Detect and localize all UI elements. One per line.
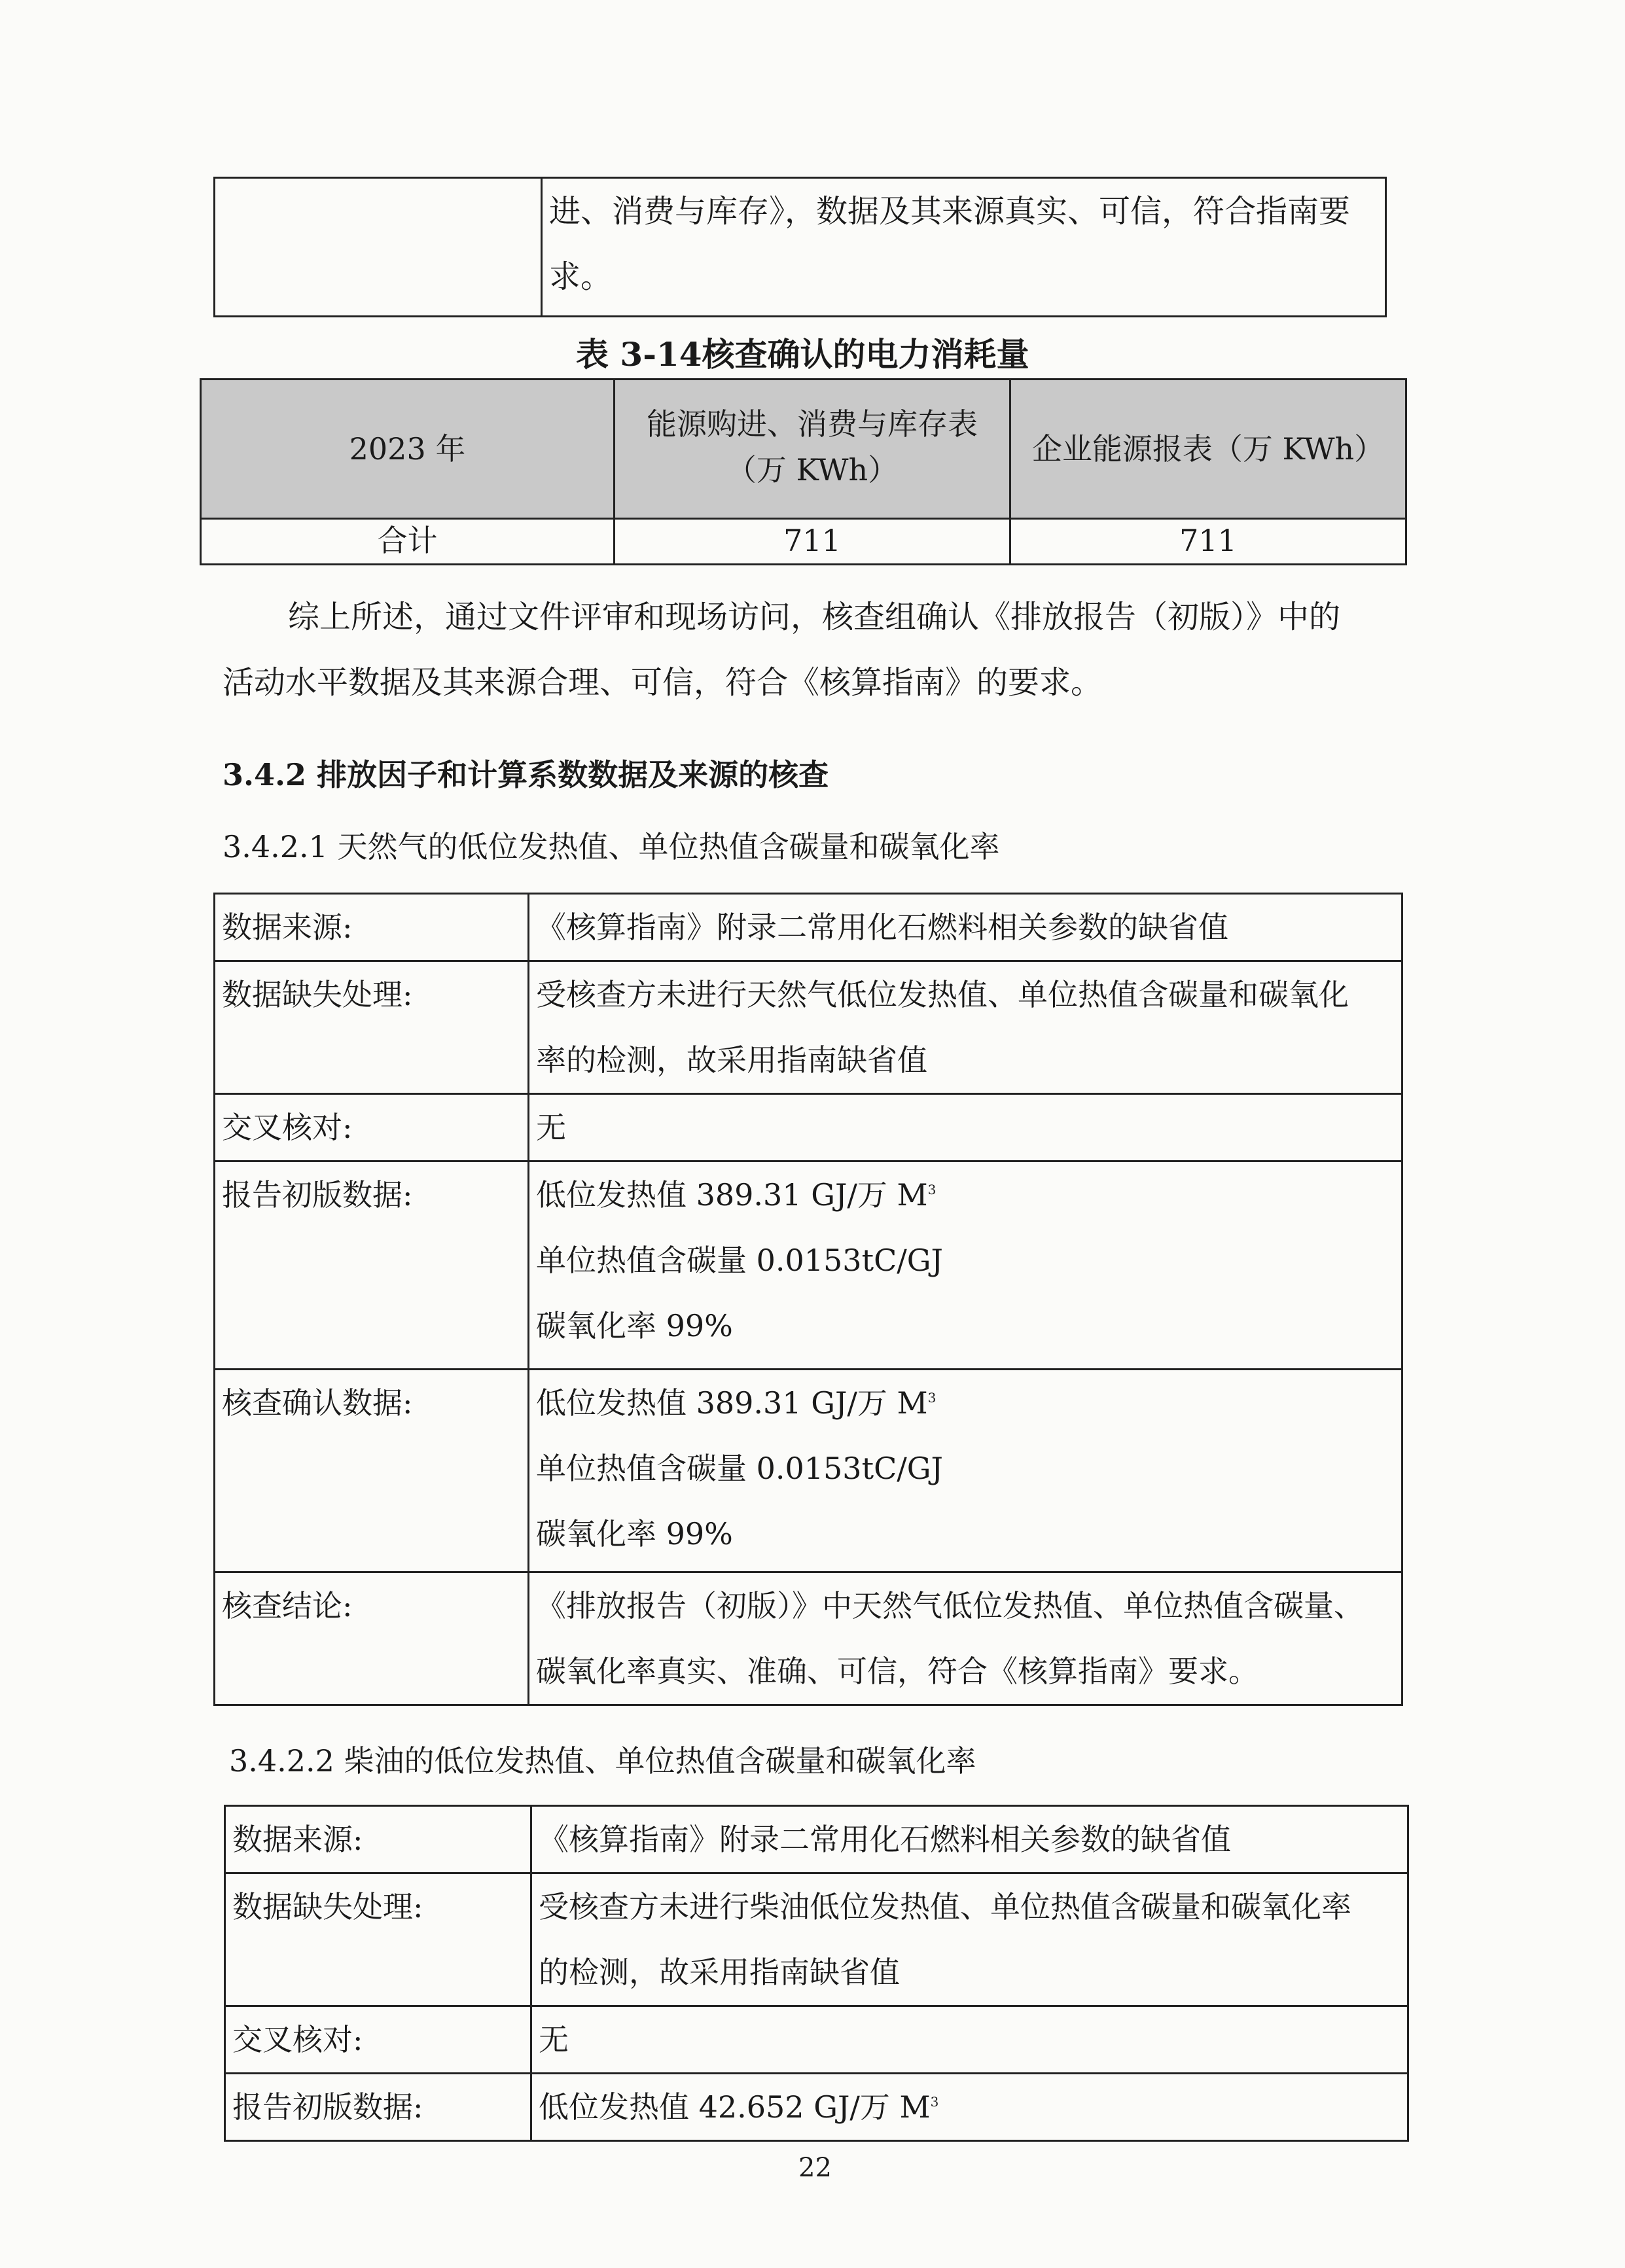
diesel-cross-value: 无	[531, 2006, 1408, 2074]
section-3-4-2-title: 3.4.2 排放因子和计算系数数据及来源的核查	[223, 757, 829, 792]
ng-report-line-3: 碳氧化率 99%	[536, 1308, 733, 1343]
diesel-missing-line-1: 受核查方未进行柴油低位发热值、单位热值含碳量和碳氧化率	[539, 1889, 1351, 1924]
ng-confirm-label: 核查确认数据:	[215, 1370, 529, 1572]
ng-confirm-line-3: 碳氧化率 99%	[536, 1516, 733, 1551]
carryover-left-cell	[215, 178, 542, 317]
ng-missing-value	[529, 961, 1402, 1094]
ng-conclusion-line-2: 碳氧化率真实、准确、可信，符合《核算指南》要求。	[536, 1654, 1259, 1689]
ng-conclusion-value	[529, 1572, 1402, 1705]
ng-report-sup: 3	[927, 1182, 937, 1197]
diesel-source-label: 数据来源:	[225, 1806, 531, 1873]
ng-report-label: 报告初版数据:	[215, 1161, 529, 1370]
power-consumption-table	[200, 378, 1407, 565]
summary-paragraph	[288, 584, 1340, 650]
ng-report-line-2: 单位热值含碳量 0.0153tC/GJ	[536, 1243, 943, 1278]
carryover-right-cell	[542, 178, 1386, 317]
row-total-label: 合计	[201, 519, 615, 565]
carryover-table	[213, 177, 1387, 317]
summary-paragraph-cont	[223, 650, 1102, 715]
ng-confirm-sup: 3	[927, 1390, 937, 1406]
header-energy-table-line1: 能源购进、消费与库存表	[647, 406, 978, 442]
ng-source-label: 数据来源:	[215, 894, 529, 961]
ng-cross-value: 无	[529, 1094, 1402, 1161]
page-number: 22	[798, 2153, 832, 2183]
ng-missing-line-1: 受核查方未进行天然气低位发热值、单位热值含碳量和碳氧化	[536, 977, 1349, 1012]
ng-report-line-1: 低位发热值 389.31 GJ/万 $M^3$	[536, 1177, 937, 1213]
ng-report-value	[529, 1161, 1402, 1370]
diesel-factor-table	[224, 1805, 1409, 2142]
ng-conclusion-line-1: 《排放报告（初版）》中天然气低位发热值、单位热值含碳量、	[536, 1588, 1364, 1623]
ng-confirm-line-1: 低位发热值 389.31 GJ/万 $M^3$	[536, 1385, 937, 1421]
header-energy-table-line2: （万 KWh）	[726, 452, 899, 487]
diesel-report-value: 低位发热值 42.652 GJ/万 $M^3$	[531, 2074, 1408, 2141]
header-enterprise-report: 企业能源报表（万 KWh）	[1010, 380, 1406, 519]
table-caption: 表 3-14核查确认的电力消耗量	[576, 335, 1029, 374]
ng-confirm-line-2: 单位热值含碳量 0.0153tC/GJ	[536, 1451, 943, 1486]
summary-line-2: 活动水平数据及其来源合理、可信，符合《核算指南》的要求。	[223, 664, 1103, 701]
ng-source-value: 《核算指南》附录二常用化石燃料相关参数的缺省值	[529, 894, 1402, 961]
header-year: 2023 年	[201, 380, 615, 519]
ng-cross-label: 交叉核对:	[215, 1094, 529, 1161]
diesel-cross-label: 交叉核对:	[225, 2006, 531, 2074]
ng-missing-line-2: 率的检测，故采用指南缺省值	[536, 1042, 927, 1078]
diesel-report-sup: 3	[930, 2094, 939, 2110]
section-3-4-2-2-title: 3.4.2.2 柴油的低位发热值、单位热值含碳量和碳氧化率	[229, 1743, 976, 1779]
section-3-4-2-1-title: 3.4.2.1 天然气的低位发热值、单位热值含碳量和碳氧化率	[223, 829, 1000, 864]
diesel-missing-line-2: 的检测，故采用指南缺省值	[539, 1955, 900, 1990]
diesel-report-label: 报告初版数据:	[225, 2074, 531, 2141]
diesel-source-value: 《核算指南》附录二常用化石燃料相关参数的缺省值	[531, 1806, 1408, 1873]
ng-missing-label: 数据缺失处理:	[215, 961, 529, 1094]
ng-confirm-value	[529, 1370, 1402, 1572]
carryover-line-2: 求。	[549, 258, 613, 295]
row-total-value-2: 711	[1010, 519, 1406, 565]
header-energy-table	[615, 380, 1010, 519]
row-total-value-1: 711	[615, 519, 1010, 565]
carryover-line-1: 进、消费与库存》，数据及其来源真实、可信，符合指南要	[549, 193, 1351, 230]
natural-gas-factor-table	[213, 893, 1403, 1706]
ng-conclusion-label: 核查结论:	[215, 1572, 529, 1705]
diesel-missing-label: 数据缺失处理:	[225, 1873, 531, 2006]
diesel-missing-value	[531, 1873, 1408, 2006]
summary-line-1: 综上所述，通过文件评审和现场访问，核查组确认《排放报告（初版）》中的	[288, 599, 1341, 635]
